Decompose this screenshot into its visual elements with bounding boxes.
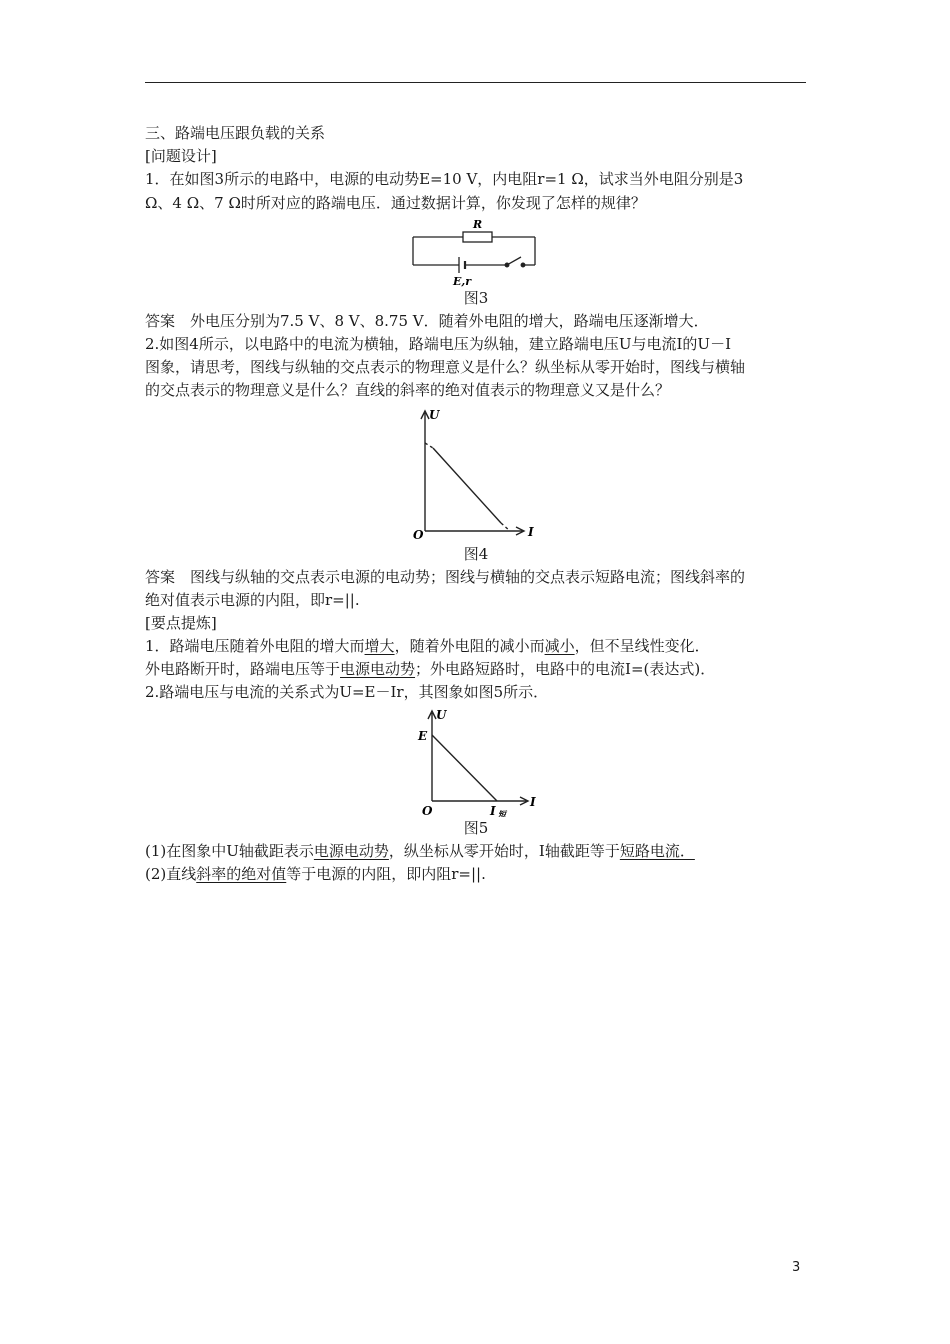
- axis-label-I: I: [528, 524, 534, 539]
- page-content: [145, 122, 807, 886]
- blank-answer-emf: 电源电动势: [340, 660, 416, 679]
- circuit-diagram: [145, 215, 807, 287]
- point-2: (2)直线斜率的绝对值等于电源的内阻，即内阻r=||.: [145, 864, 486, 883]
- u-i-graph-figure-5: [145, 705, 807, 817]
- blank-answer-emf-2: 电源电动势: [313, 841, 389, 860]
- key-points-header: [要点提炼]: [145, 613, 217, 632]
- question-design-header: [问题设计]: [145, 147, 217, 166]
- intercept-label-I-short: I: [490, 803, 496, 817]
- axis-label-U: U: [436, 707, 447, 722]
- figure-3-caption: 图3: [463, 288, 489, 307]
- answer-2-line-1: 答案 图线与纵轴的交点表示电源的电动势；图线与横轴的交点表示短路电流；图线斜率的: [145, 567, 746, 586]
- figure-4: [145, 403, 807, 543]
- answer-2-line-2: 绝对值表示电源的内阻，即r=||.: [145, 590, 360, 609]
- origin-label: O: [413, 527, 424, 542]
- key-point-1b: 外电路断开时，路端电压等于电源电动势；外电路短路时，电路中的电流I=(表达式)．: [145, 660, 716, 679]
- question-1-line-2: Ω、4 Ω、7 Ω时所对应的路端电压．通过数据计算，你发现了怎样的规律？: [145, 193, 646, 212]
- figure-4-caption: 图4: [463, 544, 489, 563]
- u-i-graph-figure-4: [145, 403, 807, 543]
- intercept-subscript: 短: [498, 808, 506, 817]
- question-2-line-3: 的交点表示的物理意义是什么？直线的斜率的绝对值表示的物理意义又是什么？: [145, 381, 671, 400]
- key-point-2: 2.路端电压与电流的关系式为U=E－Ir，其图象如图5所示．: [145, 683, 549, 702]
- blank-answer-short-current: 短路电流．: [619, 841, 695, 860]
- blank-answer-increase: 增大: [364, 637, 395, 656]
- intercept-label-E: E: [418, 728, 428, 743]
- blank-answer-decrease: 减小: [544, 637, 575, 656]
- page-number: 3: [792, 1260, 801, 1275]
- blank-answer-slope: 斜率的绝对值: [196, 864, 287, 883]
- question-1-line-1: 1．在如图3所示的电路中，电源的电动势E=10 V，内电阻r=1 Ω，试求当外电阻分别是3: [145, 170, 744, 189]
- figure-3: [145, 215, 807, 287]
- axis-label-U: U: [429, 407, 440, 422]
- key-point-1: 1．路端电压随着外电阻的增大而增大，随着外电阻的减小而减小，但不呈线性变化．: [145, 637, 710, 656]
- section-title: 三、路端电压跟负载的关系: [145, 124, 326, 142]
- origin-label: O: [422, 803, 433, 817]
- label-E-r: E,r: [453, 274, 472, 287]
- question-2-line-1: 2.如图4所示，以电路中的电流为横轴，路端电压为纵轴，建立路端电压U与电流I的U－I: [145, 334, 731, 353]
- label-R: R: [473, 217, 483, 231]
- figure-5-caption: 图5: [463, 818, 489, 837]
- axis-label-I: I: [530, 794, 536, 809]
- question-2-line-2: 图象，请思考，图线与纵轴的交点表示的物理意义是什么？纵坐标从零开始时，图线与横轴: [145, 358, 746, 377]
- answer-1: 答案 外电压分别为7.5 V、8 V、8.75 V．随着外电阻的增大，路端电压逐渐增大．: [145, 311, 709, 330]
- figure-5: [145, 705, 807, 817]
- header-rule: [145, 82, 806, 83]
- point-1: (1)在图象中U轴截距表示电源电动势，纵坐标从零开始时，I轴截距等于短路电流．: [145, 841, 695, 860]
